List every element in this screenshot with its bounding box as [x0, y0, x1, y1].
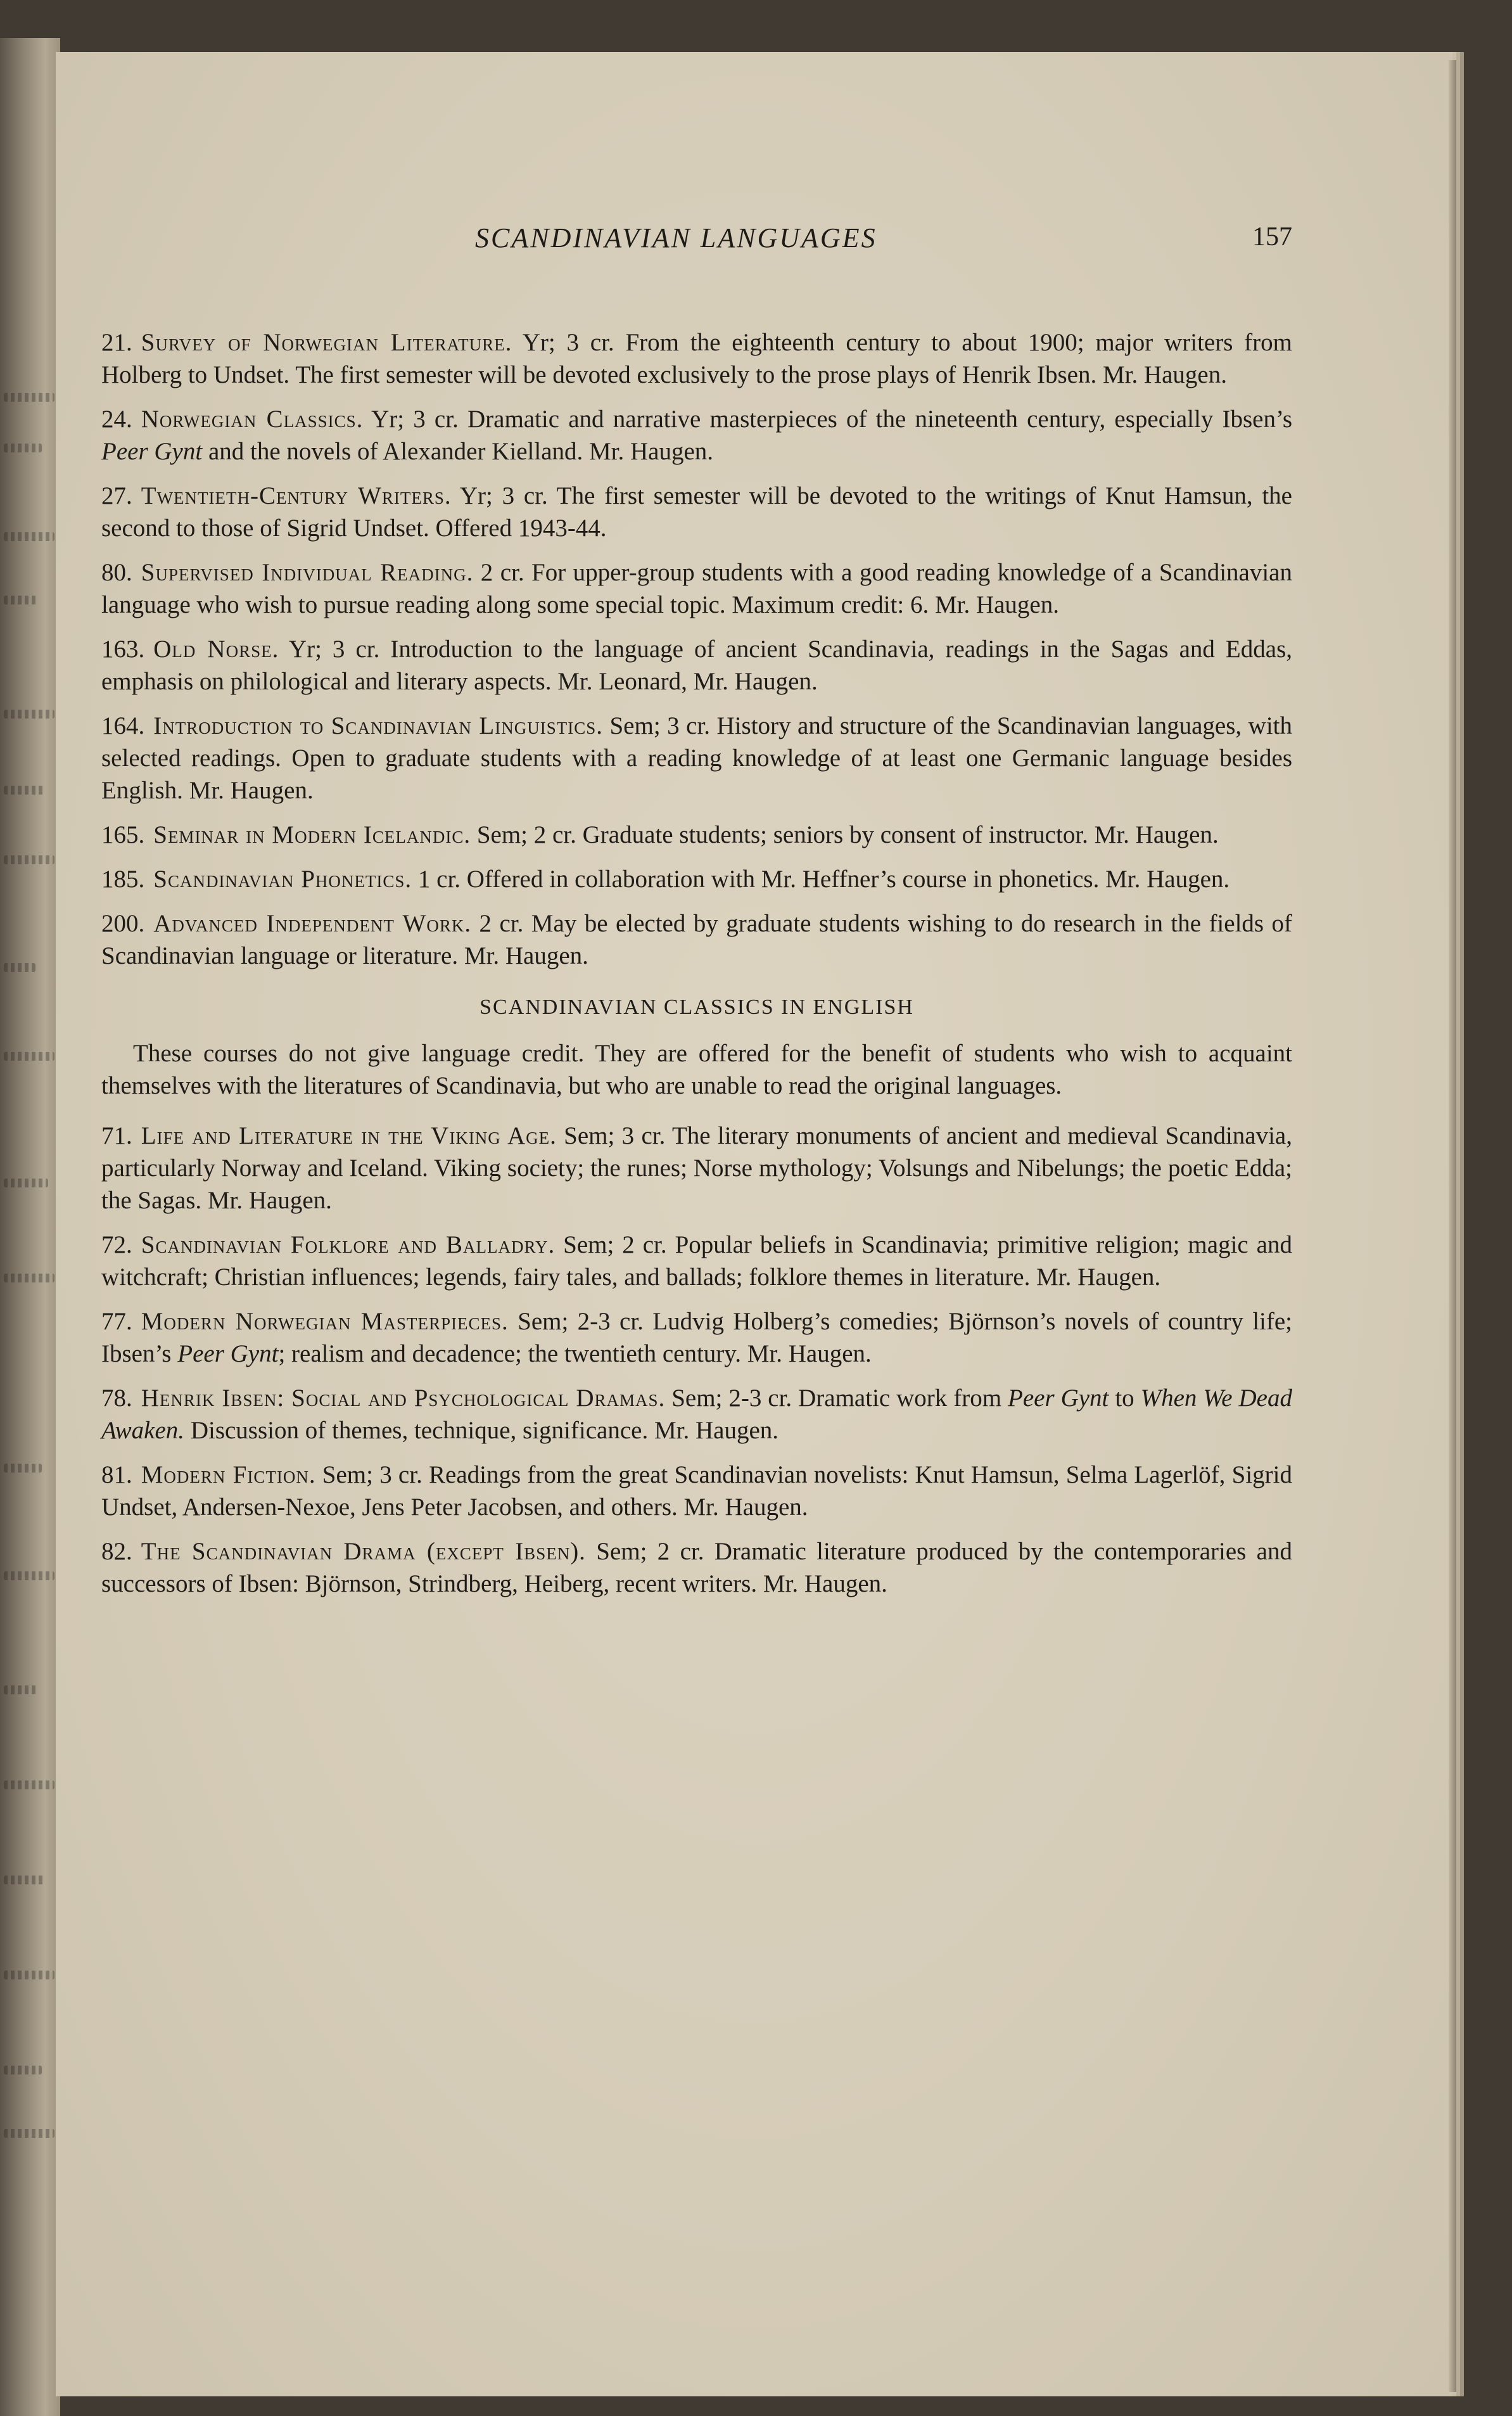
course-description: 2 cr. For upper-group students with a good reading knowledge of a Scandinavian language who wish to pursue reading along some special topic. Maximum credit: 6. Mr. Haugen. — [101, 559, 1292, 618]
course-entry — [101, 1459, 1292, 1523]
course-number: 27. — [101, 482, 132, 509]
course-title: Seminar in Modern Icelandic. — [153, 821, 471, 848]
course-entry — [101, 1305, 1292, 1370]
course-description: Yr; 3 cr. Dramatic and narrative masterpieces of the nineteenth century, especially Ibsen’s — [363, 406, 1293, 433]
course-number: 200. — [101, 910, 145, 937]
course-number: 163. — [101, 636, 145, 663]
ghost-text-line — [4, 596, 39, 604]
ghost-text-line — [4, 1052, 54, 1061]
course-entry — [101, 1229, 1292, 1293]
ghost-text-line — [4, 2129, 54, 2138]
course-title: The Scandinavian Drama (except Ibsen). — [141, 1538, 586, 1565]
course-title: Modern Fiction. — [141, 1461, 316, 1488]
course-description: Sem; 3 cr. Readings from the great Scandinavian novelists: Knut Hamsun, Selma Lagerlöf, Sigrid Undset, Andersen-Nexoe, Jens Peter Jacobsen, and others. Mr. Haugen. — [101, 1461, 1292, 1521]
course-description: and the novels of Alexander Kielland. Mr. Haugen. — [202, 438, 714, 465]
course-entry — [101, 907, 1292, 972]
work-title: Peer Gynt — [177, 1340, 279, 1367]
ghost-text-line — [4, 855, 54, 864]
course-number: 164. — [101, 712, 145, 739]
course-description: Yr; 3 cr. From the eighteenth century to about 1900; major writers from Holberg to Undset. The first semester will be devoted exclusively to the prose plays of Henrik Ibsen. Mr. Haugen. — [101, 329, 1292, 388]
ghost-text-line — [4, 1971, 54, 1979]
course-description: Sem; 3 cr. The literary monuments of ancient and medieval Scandinavia, particularly Norway and Iceland. Viking society; the runes; Norse mythology; Volsungs and Nibelungs; the poetic Edda; the Sagas. Mr. Haugen. — [101, 1122, 1292, 1214]
course-entry — [101, 1535, 1292, 1600]
ghost-text-line — [4, 2066, 42, 2074]
course-entry — [101, 710, 1292, 807]
course-entry — [101, 403, 1292, 468]
work-title: Peer Gynt — [101, 438, 203, 465]
course-description: Sem; 2 cr. Popular beliefs in Scandinavia; primitive religion; magic and witchcraft; Christian influences; legends, fairy tales, and ballads; folklore themes in literature. Mr. Haugen. — [101, 1231, 1292, 1291]
course-description: 1 cr. Offered in collaboration with Mr. Heffner’s course in phonetics. Mr. Haugen. — [412, 866, 1230, 893]
ghost-text-line — [4, 393, 54, 402]
adjacent-page-strip — [0, 38, 60, 2416]
course-description: to — [1109, 1384, 1141, 1412]
course-title: Supervised Individual Reading. — [141, 559, 474, 586]
course-entry — [101, 863, 1292, 895]
ghost-text-line — [4, 1464, 42, 1473]
course-entry — [101, 819, 1292, 851]
course-description: Sem; 3 cr. History and structure of the Scandinavian languages, with selected readings. Open to graduate students with a reading knowledge of at least one Germanic language besides English. Mr. Haugen. — [101, 712, 1292, 804]
course-description: Yr; 3 cr. The first semester will be devoted to the writings of Knut Hamsun, the second to those of Sigrid Undset. Offered 1943-44. — [101, 482, 1292, 542]
ghost-text-line — [4, 786, 45, 795]
ghost-text-line — [4, 532, 54, 541]
work-title: Peer Gynt — [1008, 1384, 1109, 1412]
ghost-text-line — [4, 1780, 54, 1789]
course-entry — [101, 1382, 1292, 1447]
course-number: 24. — [101, 406, 132, 433]
course-title: Survey of Norwegian Literature. — [141, 329, 512, 356]
course-description: Sem; 2-3 cr. Ludvig Holberg’s comedies; Björnson’s novels of country life; Ibsen’s — [101, 1308, 1293, 1367]
course-number: 77. — [101, 1308, 132, 1335]
ghost-text-line — [4, 1876, 45, 1884]
course-description: 2 cr. May be elected by graduate students wishing to do research in the fields of Scandinavian language or literature. Mr. Haugen. — [101, 910, 1293, 969]
page-number: 157 — [1252, 222, 1292, 252]
course-title: Advanced Independent Work. — [153, 910, 472, 937]
course-description: Sem; 2 cr. Graduate students; seniors by consent of instructor. Mr. Haugen. — [471, 821, 1219, 848]
course-entry — [101, 633, 1292, 698]
course-description: Discussion of themes, technique, significance. Mr. Haugen. — [184, 1417, 779, 1444]
course-description: ; realism and decadence; the twentieth century. Mr. Haugen. — [278, 1340, 872, 1367]
course-number: 71. — [101, 1122, 132, 1149]
ghost-text-line — [4, 1179, 48, 1187]
page-header — [101, 222, 1292, 260]
course-number: 72. — [101, 1231, 132, 1258]
section-intro: These courses do not give language credit. They are offered for the benefit of students who wish to acquaint themselves with the literatures of Scandinavia, but who are unable to read the original languages. — [101, 1040, 1292, 1099]
course-number: 185. — [101, 866, 145, 893]
course-description: Sem; 2-3 cr. Dramatic work from — [665, 1384, 1008, 1412]
course-number: 80. — [101, 559, 132, 586]
section-heading: SCANDINAVIAN CLASSICS IN ENGLISH — [480, 995, 914, 1019]
course-number: 81. — [101, 1461, 132, 1488]
course-title: Henrik Ibsen: Social and Psychological Dramas. — [141, 1384, 666, 1412]
course-description: Yr; 3 cr. Introduction to the language of ancient Scandinavia, readings in the Sagas and Eddas, emphasis on philological and literary aspects. Mr. Leonard, Mr. Haugen. — [101, 636, 1292, 695]
ghost-text-line — [4, 1571, 54, 1580]
course-number: 78. — [101, 1384, 132, 1412]
course-listing — [101, 326, 1292, 1612]
course-entry — [101, 480, 1292, 544]
course-entry — [101, 1120, 1292, 1217]
course-title: Scandinavian Phonetics. — [153, 866, 412, 893]
ghost-text-line — [4, 710, 54, 719]
course-title: Modern Norwegian Masterpieces. — [141, 1308, 509, 1335]
ghost-text-line — [4, 1685, 39, 1694]
course-title: Introduction to Scandinavian Linguistics. — [153, 712, 603, 739]
ghost-text-line — [4, 1274, 54, 1282]
ghost-text-line — [4, 444, 42, 452]
course-title: Old Norse. — [153, 636, 279, 663]
course-description: Sem; 2 cr. Dramatic literature produced by the contemporaries and successors of Ibsen: Björnson, Strindberg, Heiberg, recent writers. Mr. Haugen. — [101, 1538, 1292, 1597]
course-title: Life and Literature in the Viking Age. — [141, 1122, 557, 1149]
page-edge — [1449, 60, 1456, 2392]
course-number: 21. — [101, 329, 132, 356]
course-title: Norwegian Classics. — [141, 406, 364, 433]
work-title: When We Dead Awaken. — [101, 1384, 1292, 1444]
running-head: SCANDINAVIAN LANGUAGES — [475, 222, 877, 253]
ghost-text-line — [4, 963, 35, 972]
course-number: 82. — [101, 1538, 132, 1565]
course-title: Twentieth-Century Writers. — [141, 482, 452, 509]
course-title: Scandinavian Folklore and Balladry. — [141, 1231, 556, 1258]
course-number: 165. — [101, 821, 145, 848]
course-entry — [101, 326, 1292, 391]
course-entry — [101, 556, 1292, 621]
